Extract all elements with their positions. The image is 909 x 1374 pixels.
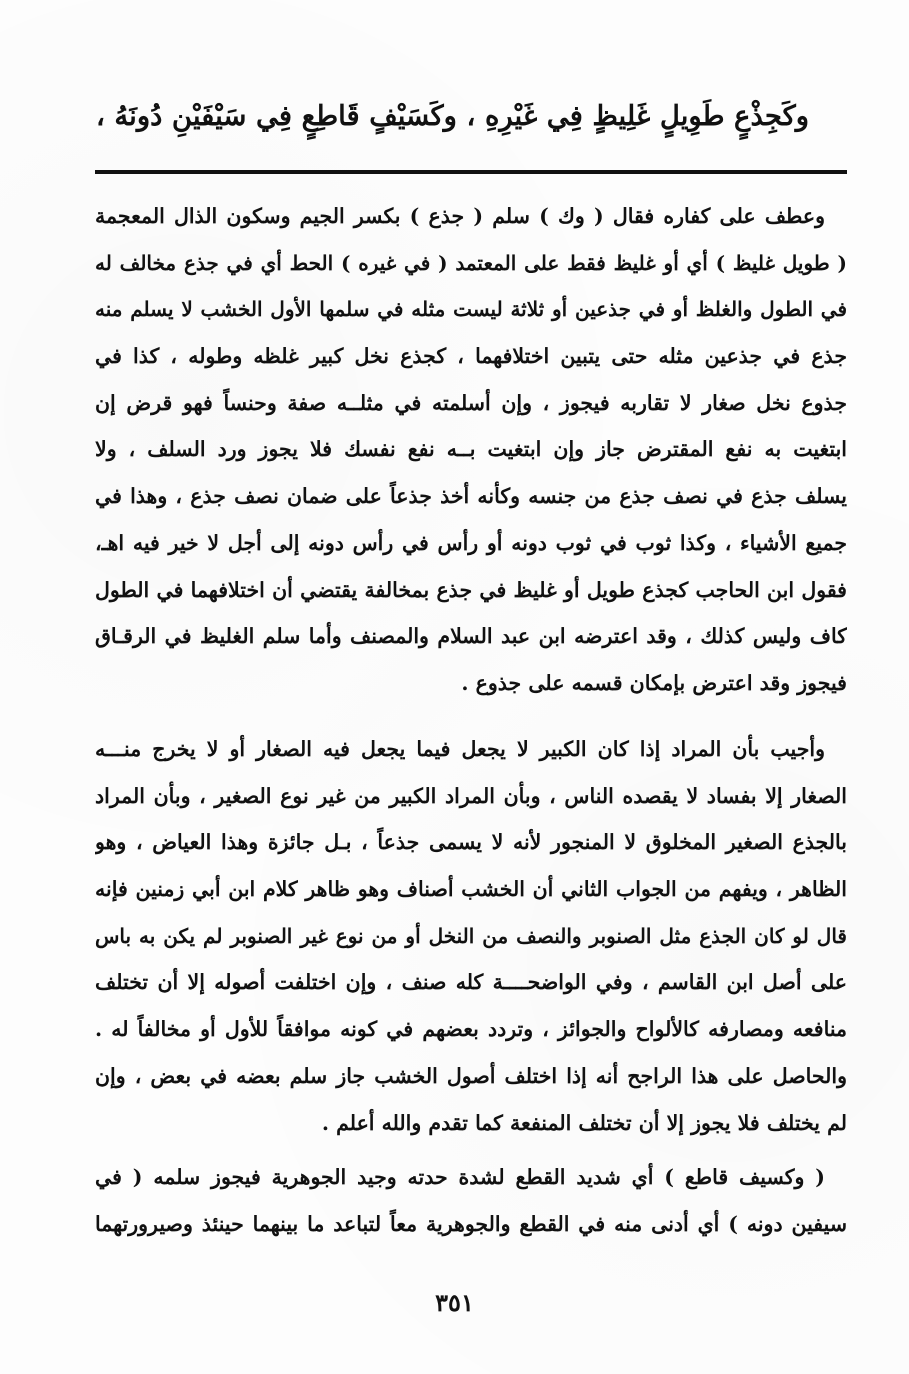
- text-line: وعطف على كفاره فقال ( وك ) سلم ( جذع ) بكسر الجيم وسكون الذال المعجمة: [95, 204, 825, 228]
- text-line: والحاصل على هذا الراجح أنه إذا اختلف أصول الخشب جاز سلم بعضه في بعض ، وإن: [95, 1063, 847, 1088]
- page-number: ٣٥١: [435, 1288, 474, 1317]
- text-line: يسلف جذع في نصف جذع من جنسه وكأنه أخذ جذعاً على ضمان نصف جذع ، وهذا في: [95, 484, 847, 509]
- text-line: بالجذع الصغير المخلوق لا المنجور لأنه لا يسمى جذعاً ، بـل جائزة وهذا العياض ، وهو: [95, 830, 847, 855]
- text-line: ابتغيت به نفع المقترض جاز وإن ابتغيت بــه نفع نفسك فلا يجوز ورد السلف ، ولا: [95, 437, 847, 462]
- text-line: جميع الأشياء ، وكذا ثوب في ثوب دونه أو رأس في رأس دونه إلى أجل لا خير فيه اهـ،: [95, 530, 847, 555]
- text-line: فقول ابن الحاجب كجذع طويل أو غليظ في جذع بمخالفة يقتضي أن اختلافهما في الطول: [95, 577, 847, 602]
- text-line: سيفين دونه ) أي أدنى منه في القطع والجوهرية معاً لتباعد ما بينهما حينئذ وصيرورتهما: [95, 1211, 847, 1236]
- matn-heading: وكَجِذْعٍ طَوِيلٍ غَلِيظٍ فِي غَيْرِهِ ، وكَسَيْفٍ قَاطِعٍ فِي سَيْفَيْنِ دُونَهُ ،: [95, 100, 809, 132]
- heading-divider: [95, 170, 847, 174]
- text-line: وأجيب بأن المراد إذا كان الكبير لا يجعل فيما يجعل فيه الصغار أو لا يخرج منـــه: [95, 737, 825, 761]
- text-line: جذوع نخل صغار لا تقاربه فيجوز ، وإن أسلمته في مثلــه صفة وحنساً فهو قرض إن: [95, 390, 847, 415]
- text-line: منافعه ومصارفه كالألواح والجوائز ، وتردد بعضهم في كونه موافقاً للأول أو مخالفاً له .: [95, 1017, 847, 1042]
- text-line: فيجوز وقد اعترض بإمكان قسمه على جذوع .: [461, 670, 847, 695]
- text-line: قال لو كان الجذع مثل الصنوبر والنصف من النخل أو من نوع غير الصنوبر لم يكن به باس: [95, 923, 847, 948]
- paragraph-3: [95, 1154, 847, 1247]
- text-line: ( وكسيف قاطع ) أي شديد القطع لشدة حدته وجيد الجوهرية فيجوز سلمه ( في: [95, 1165, 825, 1189]
- text-line: الصغار إلا بفساد لا يقصده الناس ، وبأن المراد الكبير من غير نوع الصغير ، وبأن المراد: [95, 783, 847, 808]
- text-line: ( طويل غليظ ) أي أو غليظ فقط على المعتمد ( في غيره ) الحط أي في جذع مخالف له: [95, 250, 847, 275]
- text-line: في الطول والغلظ أو في جذعين أو ثلاثة ليست مثله في سلمها الأول الخشب لا يسلم منه: [95, 297, 847, 322]
- text-line: الظاهر ، ويفهم من الجواب الثاني أن الخشب أصناف وهو ظاهر كلام ابن أبي زمنين فإنه: [95, 877, 847, 902]
- text-line: كاف وليس كذلك ، وقد اعترضه ابن عبد السلام والمصنف وأما سلم الغليظ في الرقـاق: [95, 624, 847, 649]
- text-line: لم يختلف فلا يجوز إلا أن تختلف المنفعة كما تقدم والله أعلم .: [321, 1110, 847, 1135]
- paragraph-2: [95, 726, 847, 1146]
- text-line: على أصل ابن القاسم ، وفي الواضحــــة كله صنف ، وإن اختلفت أصوله إلا أن تختلف: [95, 970, 847, 995]
- paragraph-1: [95, 193, 847, 707]
- text-line: جذع في جذعين مثله حتى يتبين اختلافهما ، كجذع نخل كبير غلظه وطوله ، كذا في: [95, 344, 847, 369]
